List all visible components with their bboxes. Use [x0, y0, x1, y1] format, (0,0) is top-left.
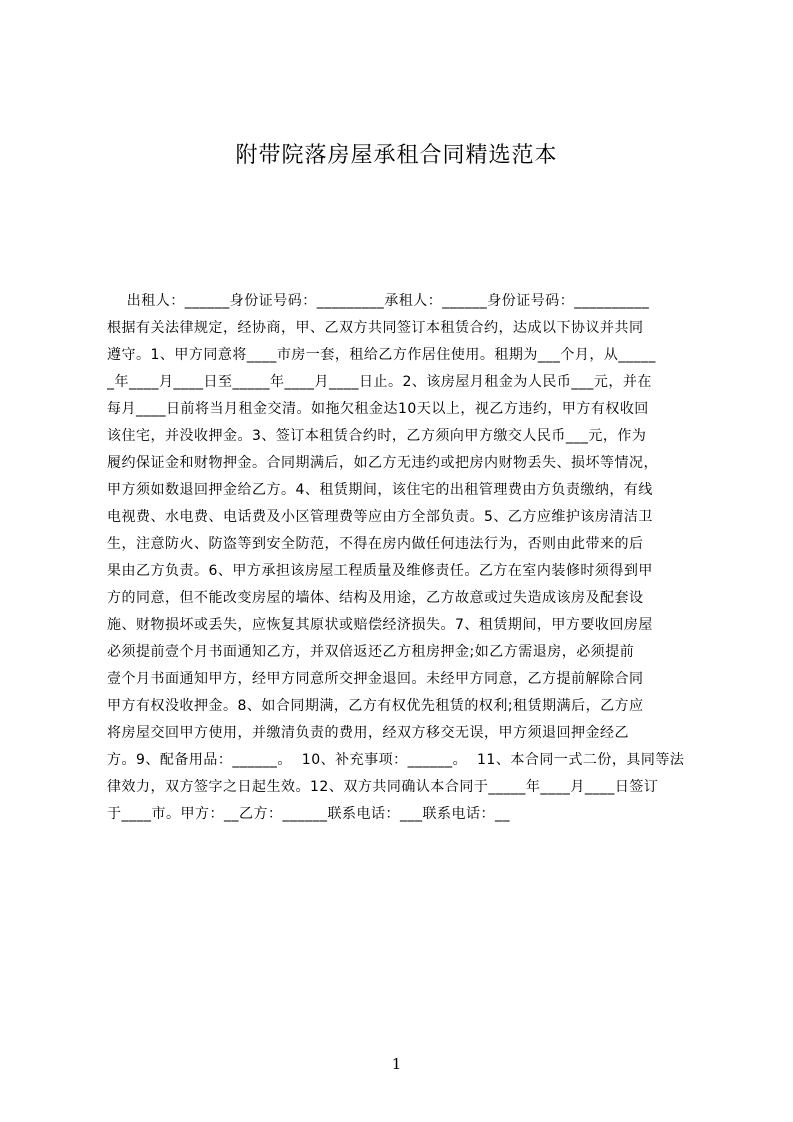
body-line: 于____市。甲方：__乙方：______联系电话：___联系电话：__	[107, 806, 510, 822]
body-line: 遵守。1、甲方同意将____市房一套，租给乙方作居住使用。租期为___个月，从_____	[107, 347, 656, 363]
body-line: 壹个月书面通知甲方，经甲方同意所交押金退回。未经甲方同意，乙方提前解除合同	[107, 671, 644, 687]
body-line: 电视费、水电费、电话费及小区管理费等应由方全部负责。5、乙方应维护该房清洁卫	[107, 509, 653, 525]
body-line: 每月____日前将当月租金交清。如拖欠租金达10天以上，视乙方违约，甲方有权收回	[107, 401, 649, 417]
body-line: 施、财物损坏或丢失，应恢复其原状或赔偿经济损失。7、租赁期间，甲方要收回房屋	[107, 617, 653, 633]
body-line: 甲方有权没收押金。8、如合同期满，乙方有权优先租赁的权利;租赁期满后，乙方应	[107, 698, 644, 714]
body-line: 甲方须如数退回押金给乙方。4、租赁期间，该住宅的出租管理费由方负责缴纳，有线	[107, 482, 653, 498]
body-line: 果由乙方负责。6、甲方承担该房屋工程质量及维修责任。乙方在室内装修时须得到甲	[107, 563, 653, 579]
body-line: 生，注意防火、防盗等到安全防范，不得在房内做任何违法行为，否则由此带来的后	[107, 536, 644, 552]
body-line: 方。9、配备用品：______。 10、补充事项：______。 11、本合同一式二份，具同等法	[107, 752, 685, 768]
body-line: 必须提前壹个月书面通知乙方，并双倍返还乙方租房押金;如乙方需退房，必须提前	[107, 644, 635, 660]
body-line: 方的同意，但不能改变房屋的墙体、结构及用途，乙方故意或过失造成该房及配套设	[107, 590, 644, 606]
body-line: 将房屋交回甲方使用，并缴清负责的费用，经双方移交无误，甲方须退回押金经乙	[107, 725, 629, 741]
body-line: _年____月____日至_____年____月____日止。2、该房屋月租金为人民币___元，并在	[107, 374, 652, 390]
document-title: 附带院落房屋承租合同精选范本	[235, 143, 558, 168]
body-line: 履约保证金和财物押金。合同期满后，如乙方无违约或把房内财物丢失、损坏等情况，	[107, 455, 658, 471]
page-number: 1	[391, 1055, 402, 1073]
contract-body	[107, 288, 699, 828]
body-line: 出租人：______身份证号码：_________承租人：______身份证号码：__________	[107, 293, 650, 309]
body-line: 该住宅，并没收押金。3、签订本租赁合约时，乙方须向甲方缴交人民币___元，作为	[107, 428, 647, 444]
body-line: 律效力，双方签字之日起生效。12、双方共同确认本合同于_____年____月____日签订	[107, 779, 659, 795]
body-line: 根据有关法律规定，经协商，甲、乙双方共同签订本租赁合约，达成以下协议并共同	[107, 320, 644, 336]
